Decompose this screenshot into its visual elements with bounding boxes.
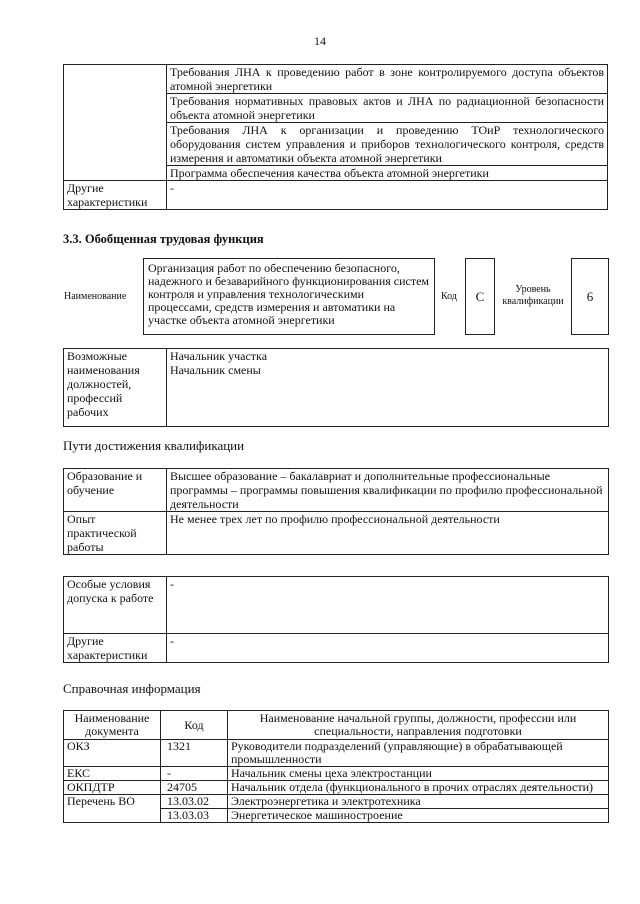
table-row	[64, 767, 609, 781]
reference-header: Наименование документа	[64, 711, 161, 740]
qualification-table	[63, 468, 609, 555]
other-characteristics-value: -	[167, 634, 609, 663]
experience-value: Не менее трех лет по профилю профессиональной деятельности	[167, 512, 609, 555]
reference-doc: ЕКС	[64, 767, 161, 781]
reference-name: Электроэнергетика и электротехника	[228, 795, 609, 809]
function-name: Организация работ по обеспечению безопасного, надежного и безаварийного функционирования систем контроля и управления технологическими процессами, средств измерения и автоматики на участке объекта атомной энергетики	[143, 258, 435, 335]
education-value: Высшее образование – бакалавриат и дополнительные профессиональные программы – программы повышения квалификации по профилю профессиональной деятельности	[167, 469, 609, 512]
page-number: 14	[314, 34, 326, 48]
position-item: Начальник участка	[170, 349, 268, 363]
positions-label: Возможные наименования должностей, профессий рабочих	[64, 349, 167, 427]
table-row	[64, 795, 609, 809]
reference-header: Код	[161, 711, 228, 740]
knowledge-item: Требования ЛНА к проведению работ в зоне контролируемого доступа объектов атомной энергетики	[167, 65, 608, 94]
knowledge-item: Программа обеспечения качества объекта атомной энергетики	[167, 166, 608, 181]
reference-table	[63, 710, 609, 823]
reference-title: Справочная информация	[63, 681, 201, 696]
positions-values	[167, 349, 609, 427]
reference-code: 1321	[161, 740, 228, 767]
positions-table	[63, 348, 609, 427]
reference-doc: Перечень ВО	[64, 795, 161, 823]
access-conditions-value: -	[167, 577, 609, 634]
reference-name: Начальник отдела (функционального в прочих отраслях деятельности)	[228, 781, 609, 795]
reference-code: 24705	[161, 781, 228, 795]
section-title: 3.3. Обобщенная трудовая функция	[63, 232, 264, 246]
reference-name: Энергетическое машиностроение	[228, 809, 609, 823]
reference-header: Наименование начальной группы, должности, профессии или специальности, направления подготовки	[228, 711, 609, 740]
reference-doc: ОКПДТР	[64, 781, 161, 795]
knowledge-table	[63, 64, 608, 210]
knowledge-item: Требования ЛНА к организации и проведению ТОиР технологического оборудования систем управления и приборов технологического контроля, средств измерения и автоматики объекта атомной энергетики	[167, 123, 608, 166]
conditions-table	[63, 576, 609, 663]
paths-title: Пути достижения квалификации	[63, 438, 245, 453]
reference-doc: ОКЗ	[64, 740, 161, 767]
experience-label: Опыт практической работы	[64, 512, 167, 555]
table-row	[64, 740, 609, 767]
reference-code: 13.03.02	[161, 795, 228, 809]
other-characteristics-label: Другие характеристики	[64, 181, 167, 210]
qualification-level: 6	[571, 258, 609, 335]
other-characteristics-label: Другие характеристики	[64, 634, 167, 663]
knowledge-label	[64, 65, 167, 181]
access-conditions-label: Особые условия допуска к работе	[64, 577, 167, 634]
position-item: Начальник смены	[170, 363, 261, 377]
other-characteristics-value: -	[167, 181, 608, 210]
reference-name: Начальник смены цеха электростанции	[228, 767, 609, 781]
code-label: Код	[441, 291, 457, 302]
name-label: Наименование	[64, 291, 127, 302]
education-label: Образование и обучение	[64, 469, 167, 512]
table-row	[64, 781, 609, 795]
reference-code: -	[161, 767, 228, 781]
reference-code: 13.03.03	[161, 809, 228, 823]
reference-name: Руководители подразделений (управляющие) в обрабатывающей промышленности	[228, 740, 609, 767]
knowledge-item: Требования нормативных правовых актов и ЛНА по радиационной безопасности объекта атомной энергетики	[167, 94, 608, 123]
function-code: C	[465, 258, 495, 335]
level-label: Уровень квалификации	[502, 284, 564, 307]
